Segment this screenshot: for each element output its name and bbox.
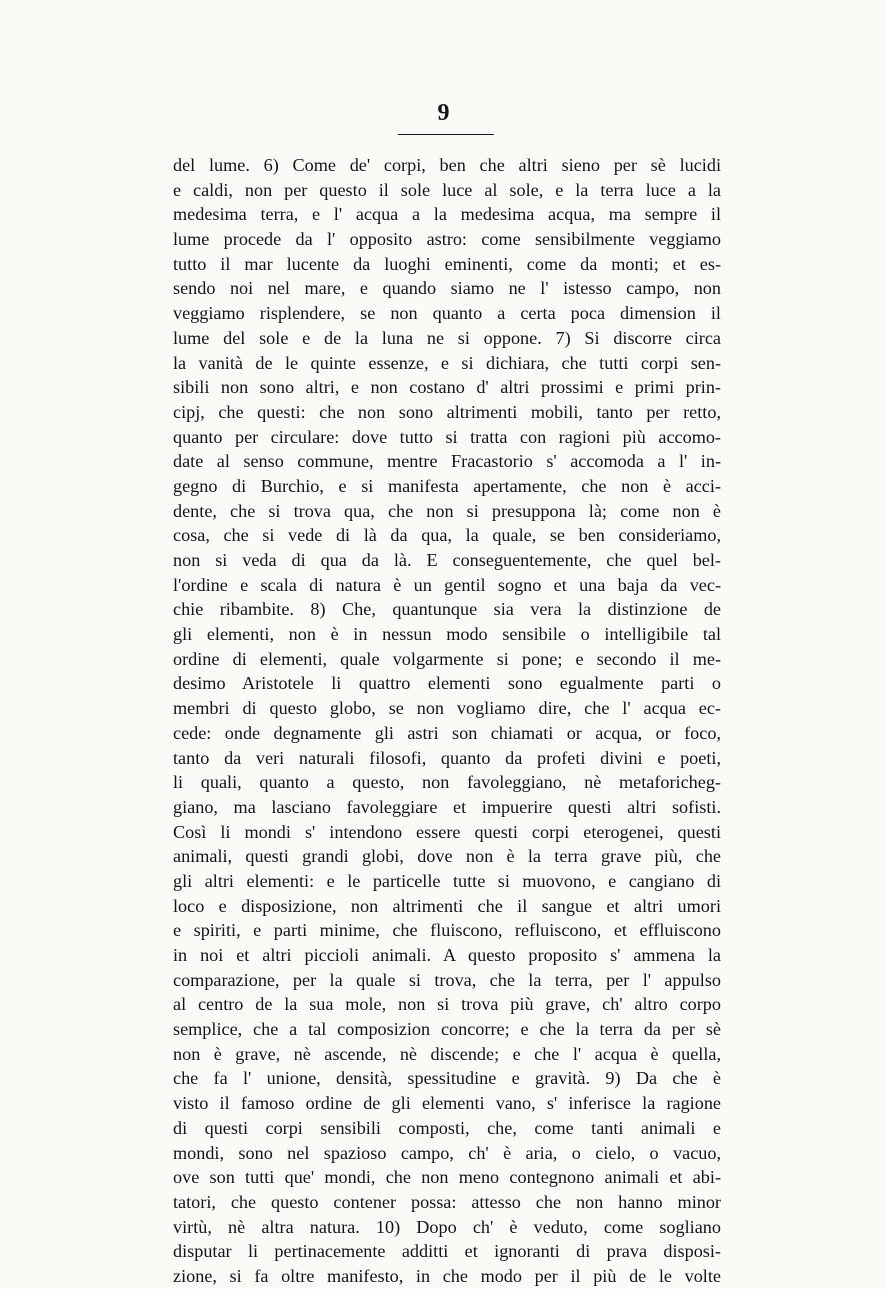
header-rule — [398, 134, 494, 135]
text-line: cosa, che si vede di là da qua, la quale, se ben consideriamo, — [173, 525, 721, 546]
text-line: semplice, che a tal composizion concorre; e che la terra da per sè — [173, 1019, 721, 1040]
text-line: di questi corpi sensibili composti, che, come tanti animali e — [173, 1117, 721, 1138]
text-line: e caldi, non per questo il sole luce al sole, e la terra luce a la — [173, 179, 721, 200]
text-line: visto il famoso ordine de gli elementi vano, s' inferisce la ragione — [173, 1093, 721, 1114]
text-line: disputar li pertinacemente additti et ignoranti di prava disposi- — [173, 1241, 721, 1262]
page-number: 9 — [437, 100, 450, 126]
text-line: lume del sole e de la luna ne si oppone. 7) Si discorre circa — [173, 327, 721, 348]
text-line: sendo noi nel mare, e quando siamo ne l' istesso campo, non — [173, 278, 721, 299]
text-line: quanto per circulare: dove tutto si tratta con ragioni più accomo- — [173, 426, 721, 447]
text-line: zione, si fa oltre manifesto, in che modo per il più de le volte — [173, 1265, 721, 1286]
text-line: la vanità de le quinte essenze, e si dichiara, che tutti corpi sen- — [173, 352, 721, 373]
text-line: tutto il mar lucente da luoghi eminenti, come da monti; et es- — [173, 253, 721, 274]
text-line: dente, che si trova qua, che non si presuppona là; come non è — [173, 500, 721, 521]
text-line: sibili non sono altri, e non costano d' altri prossimi e primi prin- — [173, 377, 721, 398]
text-line: date al senso commune, mentre Fracastorio s' accomoda a l' in- — [173, 451, 721, 472]
text-line: membri di questo globo, se non vogliamo dire, che l' acqua ec- — [173, 698, 721, 719]
text-line: Così li mondi s' intendono essere questi corpi eterogenei, questi — [173, 821, 721, 842]
text-line: li quali, quanto a questo, non favoleggiano, nè metaforicheg- — [173, 772, 721, 793]
text-line: giano, ma lasciano favoleggiare et impuerire questi altri sofisti. — [173, 796, 721, 817]
body-text — [173, 153, 721, 1289]
text-line: che fa l' unione, densità, spessitudine e gravità. 9) Da che è — [173, 1068, 721, 1089]
text-line: l'ordine e scala di natura è un gentil sogno et una baja da vec- — [173, 574, 721, 595]
text-line: non è grave, nè ascende, nè discende; e che l' acqua è quella, — [173, 1043, 721, 1064]
text-line: veggiamo risplendere, se non quanto a certa poca dimension il — [173, 303, 721, 324]
text-line: e spiriti, e parti minime, che fluiscono, refluiscono, et effluiscono — [173, 920, 721, 941]
text-line: desimo Aristotele li quattro elementi sono egualmente parti o — [173, 673, 721, 694]
text-line: lume procede da l' opposito astro: come sensibilmente veggiamo — [173, 229, 721, 250]
text-line: medesima terra, e l' acqua a la medesima acqua, ma sempre il — [173, 204, 721, 225]
text-line: virtù, nè altra natura. 10) Dopo ch' è veduto, come sogliano — [173, 1216, 721, 1237]
text-line: tatori, che questo contener possa: attesso che non hanno minor — [173, 1191, 721, 1212]
text-line: al centro de la sua mole, non si trova più grave, ch' altro corpo — [173, 994, 721, 1015]
text-line: chie ribambite. 8) Che, quantunque sia vera la distinzione de — [173, 599, 721, 620]
text-line: tanto da veri naturali filosofi, quanto da profeti divini e poeti, — [173, 747, 721, 768]
text-line: in noi et altri piccioli animali. A questo proposito s' ammena la — [173, 945, 721, 965]
text-line: ove son tutti que' mondi, che non meno contegnono animali et abi- — [173, 1167, 721, 1188]
text-line: del lume. 6) Come de' corpi, ben che altri sieno per sè lucidi — [173, 155, 721, 175]
text-line: gli altri elementi: e le particelle tutte si muovono, e cangiano di — [173, 870, 721, 891]
text-line: animali, questi grandi globi, dove non è la terra grave più, che — [173, 846, 721, 867]
text-line: comparazione, per la quale si trova, che la terra, per l' appulso — [173, 969, 721, 990]
text-line: mondi, sono nel spazioso campo, ch' è aria, o cielo, o vacuo, — [173, 1142, 721, 1163]
text-line: loco e disposizione, non altrimenti che il sangue et altri umori — [173, 895, 721, 916]
text-line: ordine di elementi, quale volgarmente si pone; e secondo il me- — [173, 648, 721, 669]
text-line: non si veda di qua da là. E conseguentemente, che quel bel- — [173, 550, 721, 570]
text-line: gli elementi, non è in nessun modo sensibile o intelligibile tal — [173, 624, 721, 645]
text-line: cipj, che questi: che non sono altrimenti mobili, tanto per retto, — [173, 401, 721, 422]
text-line: gegno di Burchio, e si manifesta apertamente, che non è acci- — [173, 475, 721, 496]
text-line: cede: onde degnamente gli astri son chiamati or acqua, or foco, — [173, 722, 721, 743]
